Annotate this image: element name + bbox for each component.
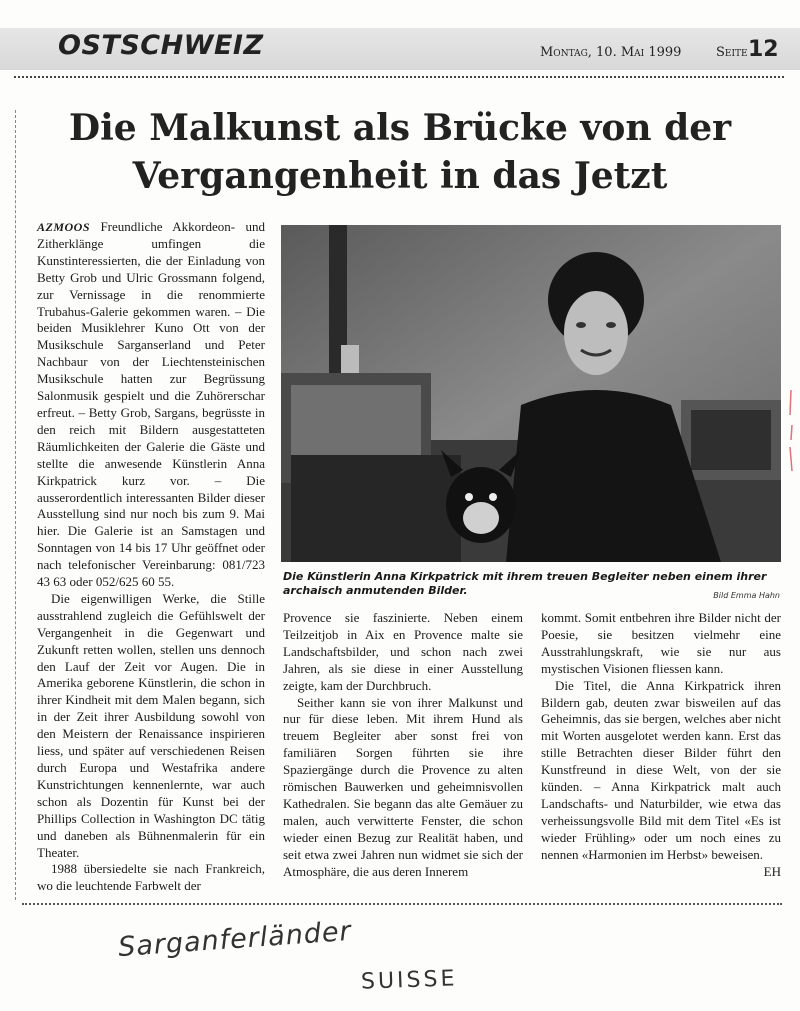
paragraph: Provence sie faszinierte. Neben einem Teilzeitjob in Aix en Provence malte sie Landschaftsbilder, und schon nach zwei Jahren, als sie diese in einer Ausstellung zeigte, kam der Durchbruch. bbox=[283, 610, 523, 693]
article-photo bbox=[281, 225, 781, 562]
page-number: 12 bbox=[748, 37, 779, 62]
handwritten-note-publication: Sarganferländer bbox=[117, 915, 353, 964]
paragraph: 1988 übersiedelte sie nach Frankreich, wo die leuchtende Farbwelt der bbox=[37, 861, 265, 894]
photo-illustration bbox=[281, 225, 781, 562]
paragraph: Die eigenwilligen Werke, die Stille ausstrahlend zugleich die Gefühlswelt der Vergangenheit in die Gegenwart und Zukunft retten wollen, stellen uns dennoch den Lauf der Zeit vor Augen. Die in Amerika geborene Künstlerin, die schon in ihrer Kindheit mit dem Malen begann, sich in der Zeit ihrer Ausbildung sowohl von den Meistern der Renaissance inspirieren liess, und später auf verschiedenen Reisen durch Europa und Westafrika andere Kunstrichtungen kennenlernte, war auch schon als Dozentin für Kunst bei der Phillips Collection in Washington DC tätig und daneben als Bühnenmalerin für ein Theater. bbox=[37, 590, 265, 860]
paragraph: kommt. Somit entbehren ihre Bilder nicht der Poesie, sie besitzen vielmehr eine Ausstrahlungskraft, wie sie nur aus mystischen Visionen fliessen kann. bbox=[541, 610, 781, 676]
dateline: AZMOOS bbox=[37, 220, 91, 234]
margin-mark-red bbox=[786, 385, 796, 475]
paragraph: Seither kann sie von ihrer Malkunst und nur für diese leben. Mit ihrem Hund als treuem Begleiter aber sonst frei von familiären Sorgen führten sie ihre Spaziergänge durch die Provence zu alten römischen Bauwerken und geheimnisvollen Kathedralen. Sie begann das alte Gemäuer zu malen, auch verwitterte Fenster, die schon wieder einen Bezug zur Realität haben, und seit etwa zwei Jahren nun widmet sie sich der Atmosphäre, die aus deren Innerem bbox=[283, 694, 523, 879]
headline-line-1: Die Malkunst als Brücke von der bbox=[68, 107, 732, 149]
article-column-2 bbox=[283, 610, 523, 881]
paragraph bbox=[541, 677, 781, 879]
handwritten-note-country: SUISSE bbox=[360, 966, 458, 995]
photo-credit: Bild Emma Hahn bbox=[713, 591, 780, 600]
header-rule bbox=[14, 76, 784, 78]
article-column-1 bbox=[37, 219, 265, 895]
paragraph-text: Freundliche Akkordeon- und Zitherklänge umfingen die Kunstinteressierten, die der Einladung von Betty Grob und Ulric Grossmann folgend, zur Vernissage in die renommierte Trubahus-Galerie gekommen waren. – Die beiden Musiklehrer Kuno Ott von der Musikschule Sarganserland und Peter Nachbaur von der Liechtensteinischen Musikschule hatten zur Begrüssung Salonmusik gespielt und die Zuhörerschar erfreut. – Betty Grob, Sargans, begrüsste in den reich mit Bildern ausgestatteten Räumlichkeiten der Galerie die Gäste und stellte die anwesende Künstlerin Anna Kirkpatrick kurz vor. – Die ausserordentlich interessanten Bilder dieser Ausstellung sind nur noch bis zum 9. Mai hier. Die Galerie ist an Samstagen und Sonntagen von 14 bis 17 Uhr geöffnet oder nach telefonischer Vereinbarung: 081/723 43 63 oder 052/625 60 55. bbox=[37, 219, 265, 590]
article-headline bbox=[20, 104, 780, 200]
headline-line-2: Vergangenheit in das Jetzt bbox=[132, 155, 668, 197]
article-column-3 bbox=[541, 610, 781, 881]
paragraph bbox=[37, 219, 265, 591]
author-signature: EH bbox=[763, 863, 781, 879]
footer-rule bbox=[22, 903, 782, 905]
section-name: OSTSCHWEIZ bbox=[58, 30, 264, 61]
issue-date: Montag, 10. Mai 1999 bbox=[540, 45, 682, 60]
paragraph-text: Die Titel, die Anna Kirkpatrick ihren Bildern gab, deuten zwar bisweilen auf das Geheimnis, das sie bergen, welches aber nicht mit Worten ausgelotet werden kann. Erst das stille Betrachten dieser Bilder führt den Kunstfreund in diese Welt, von der sie künden. – Anna Kirkpatrick malt auch Landschafts- und Naturbilder, wie etwa das verheissungsvolle Bild mit dem Titel «Es ist wieder Frühling» oder um noch eines zu nennen «Harmonien im Herbst» beweisen. bbox=[541, 677, 781, 862]
column-rule bbox=[15, 110, 16, 900]
page-label: Seite bbox=[716, 45, 748, 60]
photo-caption: Die Künstlerin Anna Kirkpatrick mit ihrem treuen Begleiter neben einem ihrer archaisch anmutenden Bilder. bbox=[283, 570, 767, 597]
